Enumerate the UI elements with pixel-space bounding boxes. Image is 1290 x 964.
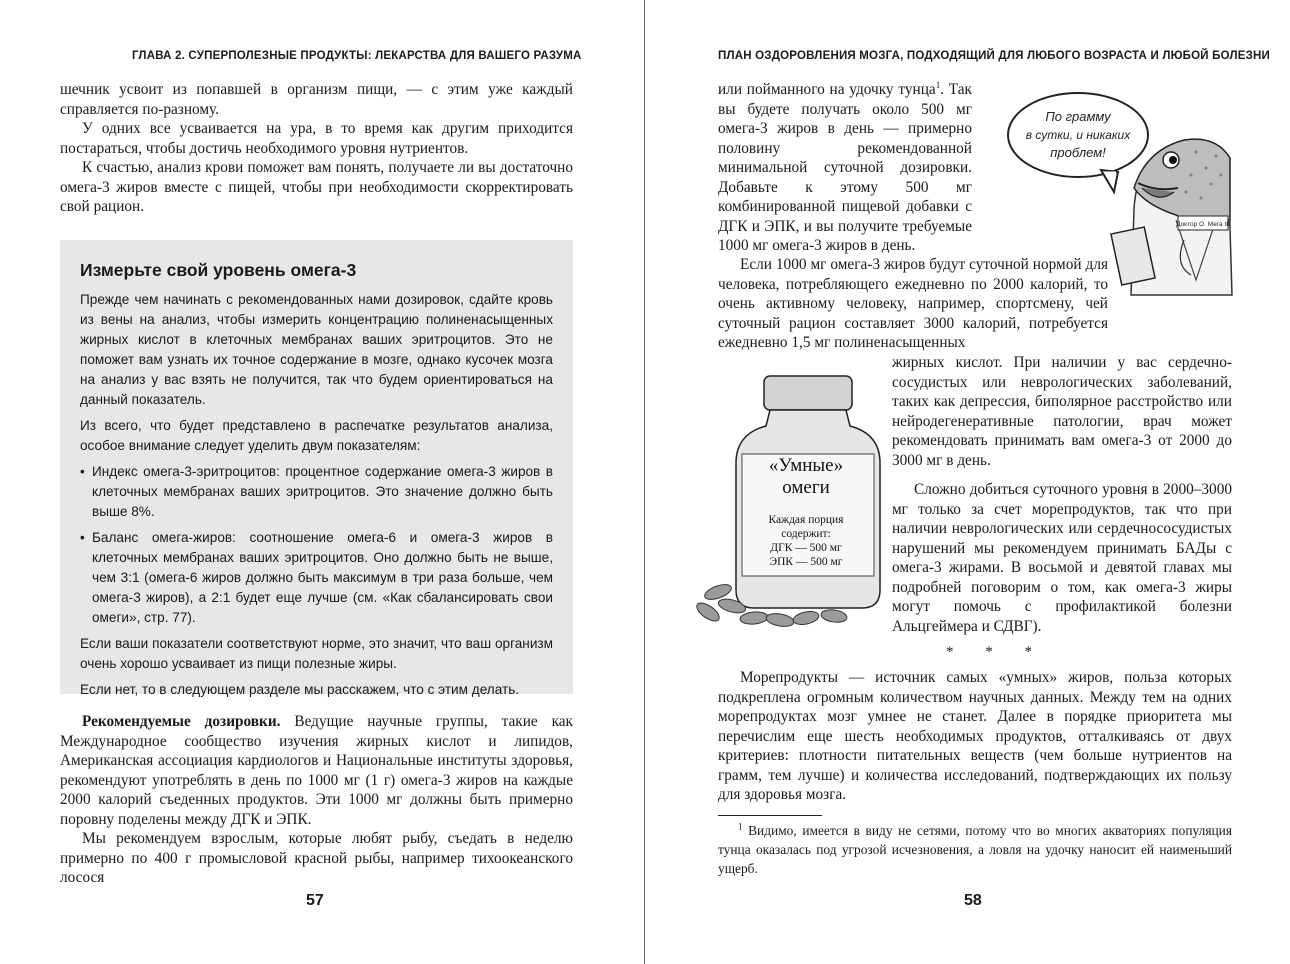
bottle-label-line: ДГК — 500 мг bbox=[770, 542, 842, 554]
section-separator: * * * bbox=[946, 644, 1046, 660]
sidebar-paragraph: Если нет, то в следующем разделе мы расскажем, что с этим делать. bbox=[80, 682, 520, 697]
running-head-right: ПЛАН ОЗДОРОВЛЕНИЯ МОЗГА, ПОДХОДЯЩИЙ ДЛЯ ЛЮБОГО ВОЗРАСТА И ЛЮБОЙ БОЛЕЗНИ bbox=[718, 50, 1270, 62]
footnote bbox=[718, 821, 1232, 878]
para-block-2 bbox=[718, 255, 1108, 353]
intro-text bbox=[60, 80, 573, 217]
bubble-line: проблем! bbox=[1050, 145, 1106, 160]
doses-heading: Рекомендуемые дозировки. bbox=[82, 713, 281, 730]
bubble-line: в сутки, и никаких bbox=[1025, 128, 1131, 142]
sidebar-paragraph: Прежде чем начинать с рекомендованных нами дозировок, сдайте кровь из вены на анализ, чтобы измерить концентрацию полиненасыщенных жирных кислот в клеточных мембранах ваших эритроцитов. Это не поможет вам узнать их точное содержание в мозге, однако кусочек мозга на анализ у вас взять не получится, так что будем ориентироваться на данный показатель. bbox=[80, 292, 553, 407]
sidebar-paragraph: Если ваши показатели соответствуют норме, это значит, что ваш организм очень хорошо усваивает из пищи полезные жиры. bbox=[80, 636, 553, 671]
running-head-left: ГЛАВА 2. СУПЕРПОЛЕЗНЫЕ ПРОДУКТЫ: ЛЕКАРСТВА ДЛЯ ВАШЕГО РАЗУМА bbox=[132, 50, 582, 62]
para-rest: . Так вы будете получать около 500 мг омега-3 жиров в день — примерно половину рекомендованной минимальной суточной дозировки. Добавьте к этому 500 мг комбинированной пищевой добавки с ДГК и ЭПК, и вы получите требуемые 1000 мг омега-3 жиров в день. bbox=[718, 81, 972, 254]
para-block-4 bbox=[718, 668, 1232, 805]
para-block-1 bbox=[718, 80, 972, 256]
paragraph: Мы рекомендуем взрослым, которые любят рыбу, съедать в неделю примерно по 400 г промысловой красной рыбы, например тихоокеанского лосося bbox=[60, 830, 573, 886]
page-number-left: 57 bbox=[306, 892, 324, 909]
sidebar-box bbox=[60, 240, 573, 697]
doses-text: Ведущие научные группы, такие как Международное сообщество изучения жирных кислот и липидов, Американская ассоциация кардиологов и Национальные институты здоровья, рекомендуют употреблять в день по 1000 мг (1 г) омега-3 жиров на каждые 2000 калорий съеденных продуктов. Эти 1000 мг должны быть примерно поровну поделены между ДГК и ЭПК. bbox=[60, 713, 573, 828]
doses-section bbox=[60, 712, 573, 888]
doses-paragraph bbox=[60, 712, 573, 829]
para-block-3 bbox=[892, 353, 1232, 636]
bullet-item: • Баланс омега-жиров: соотношение омега-6 и омега-3 жиров в клеточных мембранах ваших эритроцитов. Оно должно быть не выше, чем 3:1 (омега-6 жиров должно быть максимум в три раза больше, чем омега-3 жиров), а 2:1 будет еще лучше (см. «Как сбалансировать свои омеги», стр. 77). bbox=[80, 528, 553, 628]
para-lead: или пойманного на удочку тунца bbox=[718, 81, 936, 98]
bottle-label-text bbox=[746, 455, 866, 569]
paragraph bbox=[718, 80, 972, 256]
paragraph: шечник усвоит из попавшей в организм пищи, — с этим уже каждый справляется по-разному. bbox=[60, 81, 573, 118]
bottle-label-line: содержит: bbox=[781, 528, 831, 540]
bottle-label-line: Каждая порция bbox=[768, 514, 844, 526]
sidebar-bullets bbox=[80, 462, 553, 628]
right-page bbox=[646, 0, 1290, 964]
speech-bubble-text bbox=[1010, 108, 1146, 162]
page-number-right: 58 bbox=[964, 892, 982, 909]
footnote-number: 1 bbox=[738, 821, 743, 832]
footnote-text bbox=[718, 821, 1232, 878]
paragraph: Сложно добиться суточного уровня в 2000–3000 мг только за счет морепродуктов, так что при наличии неврологических или сердечнососудистых нарушений мы рекомендуем принимать БАДы с омега-3 жирами. В восьмой и девятой главах мы подробней поговорим о том, как омега-3 жиры могут помочь с профилактикой болезни Альцгеймера и СДВГ). bbox=[892, 481, 1232, 635]
bullet-item: • Индекс омега-3-эритроцитов: процентное содержание омега-3 жиров в клеточных мембранах ваших эритроцитов. Это значение должно быть выше 8%. bbox=[80, 462, 553, 522]
paragraph: К счастью, анализ крови поможет вам понять, получаете ли вы достаточно омега-3 жиров вместе с пищей, чтобы при необходимости скорректировать свой рацион. bbox=[60, 159, 573, 215]
paragraph: У одних все усваивается на ура, в то время как другим приходится постараться, чтобы достичь необходимого уровня нутриентов. bbox=[60, 120, 573, 157]
bubble-line: По грамму bbox=[1045, 109, 1111, 124]
bottle-title: омеги bbox=[782, 477, 830, 498]
paragraph: Если 1000 мг омега-3 жиров будут суточной нормой для человека, потребляющего ежедневно по 2000 калорий, то очень активному человеку, например, спортсмену, чей суточный рацион составляет 3000 калорий, потребуется ежедневно 1,5 мг полиненасыщенных bbox=[718, 256, 1108, 351]
sidebar-paragraph: Из всего, что будет представлено в распечатке результатов анализа, особое внимание следует уделить двум показателям: bbox=[80, 418, 553, 453]
paragraph: Морепродукты — источник самых «умных» жиров, польза которых подкреплена огромным количеством научных данных. Между тем на одних морепродуктах мозг умнее не станет. Далее в порядке приоритета мы перечислим еще шесть необходимых продуктов, отталкиваясь от двух критериев: плотности питательных веществ (чем больше нутриентов на грамм, тем лучше) и количества исследований, подтверждающих их пользу для здоровья мозга. bbox=[718, 669, 1232, 803]
footnote-body: Видимо, имеется в виду не сетями, потому что во многих акваториях популяция тунца оказалась под угрозой исчезновения, а ловля на удочку наносит ей наименьший ущерб. bbox=[718, 823, 1232, 876]
bottle-cap-icon bbox=[764, 376, 852, 410]
name-badge-text: Доктор О. Мега III bbox=[1176, 221, 1230, 228]
sidebar-title: Измерьте свой уровень омега-3 bbox=[80, 260, 357, 280]
footnote-rule bbox=[718, 815, 822, 816]
bottle-title: «Умные» bbox=[768, 455, 844, 476]
paragraph: жирных кислот. При наличии у вас сердечно-сосудистых или неврологических заболеваний, таких как депрессия, биполярное расстройство или нейродегенеративные патологии, врач может рекомендовать принимать вам омега-3 от 2000 до 3000 мг в день. bbox=[892, 354, 1232, 469]
footnote-mark: 1 bbox=[935, 79, 941, 90]
bottle-label-line: ЭПК — 500 мг bbox=[769, 556, 843, 568]
